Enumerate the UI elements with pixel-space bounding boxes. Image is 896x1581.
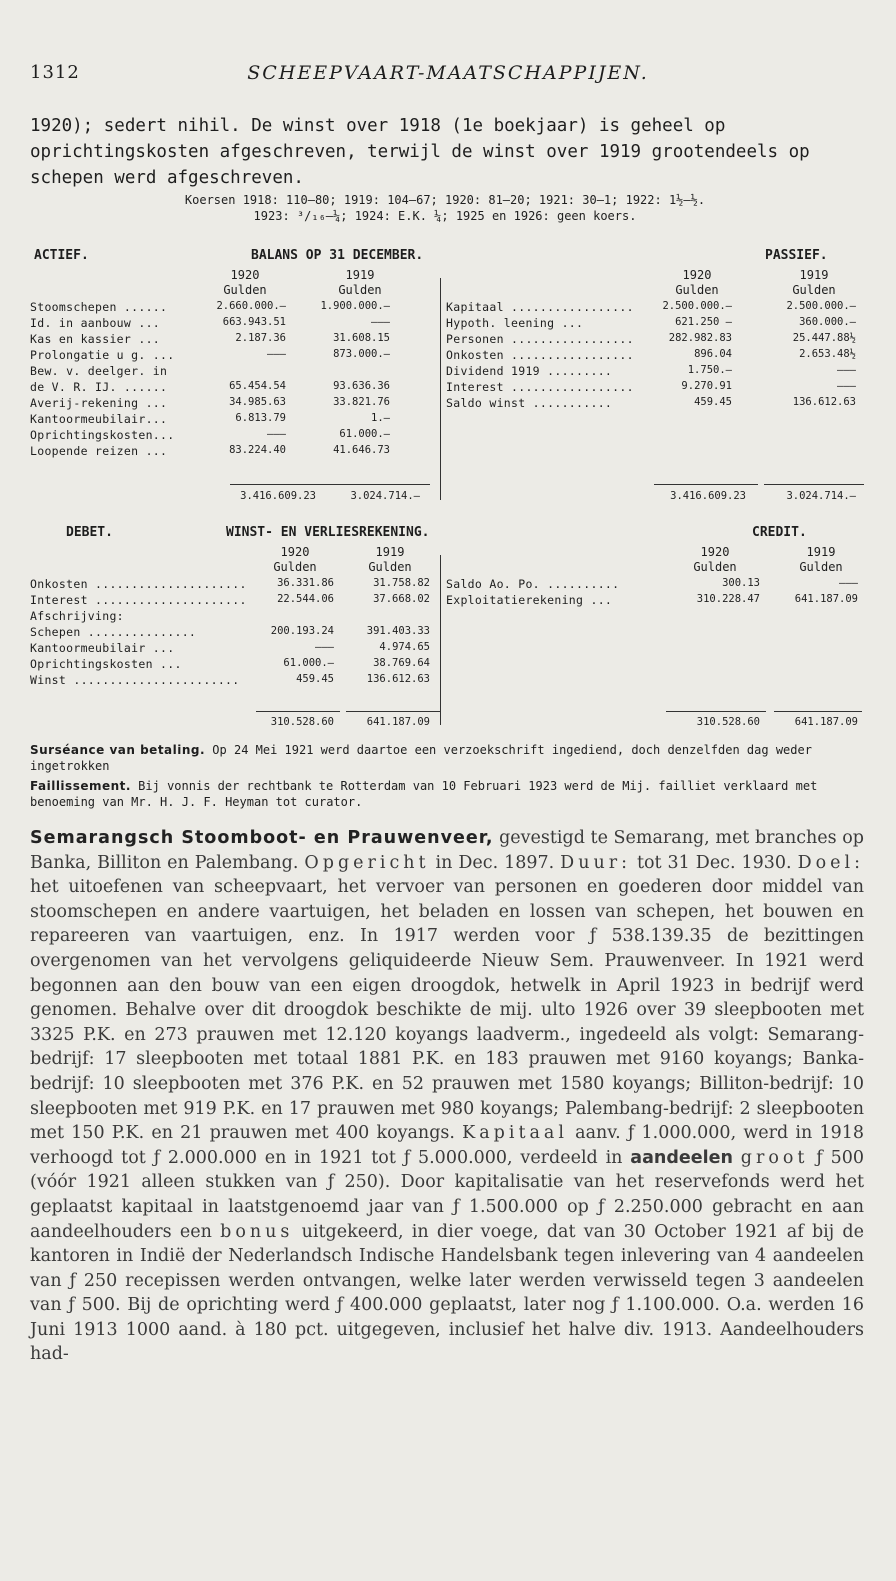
value-1920: 9.270.91 bbox=[681, 380, 732, 392]
balance-header bbox=[30, 248, 866, 268]
value-1919: 641.187.09 bbox=[794, 593, 858, 605]
opgericht-label: Opgericht bbox=[304, 852, 430, 873]
surseance-text: Op 24 Mei 1921 werd daartoe een verzoekschrift ingediend, doch denzelfden dag weder ingetrokken bbox=[30, 743, 812, 773]
value-1919: 391.403.33 bbox=[366, 625, 430, 637]
value-1920: 22.544.06 bbox=[277, 593, 334, 605]
row-label: Oprichtingskosten ... bbox=[30, 657, 182, 671]
table-row bbox=[30, 396, 438, 412]
debet-unit-1920: Gulden bbox=[273, 560, 317, 574]
credit-rule-1920 bbox=[666, 711, 766, 712]
passief-heading: PASSIEF. bbox=[765, 248, 828, 263]
profit-loss-account bbox=[30, 525, 866, 735]
surseance-title: Surséance van betaling. bbox=[30, 743, 206, 757]
row-label: Afschrijving: bbox=[30, 609, 124, 623]
passief-column bbox=[446, 268, 866, 412]
row-label: de V. R. IJ. ...... bbox=[30, 380, 168, 394]
intro-paragraph: 1920); sedert nihil. De winst over 1918 (1e boekjaar) is geheel op oprichtingskosten afgeschreven, terwijl de winst over 1919 grootendeels op schepen werd afgeschreven. bbox=[30, 116, 810, 188]
row-label: Prolongatie u g. ... bbox=[30, 348, 175, 362]
balance-divider bbox=[440, 278, 441, 500]
balance-sheet bbox=[30, 248, 866, 510]
credit-unit-1919: Gulden bbox=[799, 560, 843, 574]
faillissement-notice bbox=[30, 778, 866, 810]
koersen-block bbox=[30, 192, 860, 224]
passief-rule-1920 bbox=[654, 484, 758, 485]
value-1919: 31.608.15 bbox=[333, 332, 390, 344]
value-1920: 459.45 bbox=[296, 673, 334, 685]
table-row bbox=[446, 593, 866, 609]
faillissement-title: Faillissement. bbox=[30, 779, 131, 793]
value-1920: ——— bbox=[315, 641, 334, 653]
groot-label: groot bbox=[740, 1147, 809, 1168]
row-label: Loopende reizen ... bbox=[30, 444, 168, 458]
value-1920: 896.04 bbox=[694, 348, 732, 360]
row-label: Averij-rekening ... bbox=[30, 396, 168, 410]
value-1920: ——— bbox=[267, 348, 286, 360]
credit-colhead bbox=[446, 545, 866, 577]
value-1920: 34.985.63 bbox=[229, 396, 286, 408]
actief-heading: ACTIEF. bbox=[34, 248, 89, 263]
credit-total-1919: 641.187.09 bbox=[794, 716, 858, 728]
value-1919: ——— bbox=[371, 316, 390, 328]
kapitaal-label: Kapitaal bbox=[462, 1123, 568, 1144]
value-1920: 83.224.40 bbox=[229, 444, 286, 456]
faillissement-text: Bij vonnis der rechtbank te Rotterdam van 10 Februari 1923 werd de Mij. failliet verklaard met benoeming van Mr. H. J. F. Heyman tot curator. bbox=[30, 779, 818, 809]
value-1919: 136.612.63 bbox=[792, 396, 856, 408]
company-entry bbox=[30, 826, 864, 1367]
table-row bbox=[446, 316, 866, 332]
value-1920: 6.813.79 bbox=[235, 412, 286, 424]
table-row bbox=[30, 625, 438, 641]
table-row bbox=[446, 348, 866, 364]
row-label: Winst ....................... bbox=[30, 673, 240, 687]
debet-rule-1919 bbox=[346, 711, 440, 712]
row-label: Oprichtingskosten... bbox=[30, 428, 175, 442]
table-row bbox=[446, 332, 866, 348]
company-text-7: ƒ 500 (vóór 1921 alleen stukken van ƒ 250). Door kapitalisatie van het reservefonds werd het geplaatst kapitaal in laatstgenoemd jaar van ƒ 1.500.000 op ƒ 2.250.000 gebracht en aan aandeelhouders een bbox=[30, 1147, 864, 1242]
value-1920: 310.228.47 bbox=[696, 593, 760, 605]
row-label: Dividend 1919 ......... bbox=[446, 364, 613, 378]
row-label: Saldo Ao. Po. .......... bbox=[446, 577, 620, 591]
pl-header bbox=[30, 525, 866, 545]
actief-unit-1919: Gulden bbox=[338, 283, 382, 297]
row-label: Kas en kassier ... bbox=[30, 332, 161, 346]
row-label: Id. in aanbouw ... bbox=[30, 316, 161, 330]
pl-divider bbox=[440, 555, 441, 725]
credit-year-1919: 1919 bbox=[806, 545, 836, 559]
row-label: Interest ..................... bbox=[30, 593, 247, 607]
row-label: Schepen ............... bbox=[30, 625, 197, 639]
table-row bbox=[446, 396, 866, 412]
value-1920: 282.982.83 bbox=[668, 332, 732, 344]
debet-column bbox=[30, 545, 438, 689]
table-row bbox=[446, 380, 866, 396]
value-1919: 93.636.36 bbox=[333, 380, 390, 392]
passief-rule-1919 bbox=[764, 484, 864, 485]
debet-rule-1920 bbox=[256, 711, 340, 712]
row-label: Kapitaal ................. bbox=[446, 300, 634, 314]
row-label: Exploitatierekening ... bbox=[446, 593, 613, 607]
value-1920: 61.000.— bbox=[283, 657, 334, 669]
table-row bbox=[30, 577, 438, 593]
company-text-8: uitgekeerd, in dier voege, dat van 30 October 1921 af bij de kantoren in Indië der Nederlandsch Indische Handelsbank tegen inlevering van 4 aandeelen van ƒ 250 recepissen werden ontvangen, welke later werden verwisseld tegen 3 aandeelen van ƒ 500. Bij de oprichting werd ƒ 400.000 geplaatst, later nog ƒ 1.100.000. O.a. werden 16 Juni 1913 1000 aand. à 180 pct. uitgegeven, inclusief het halve div. 1913. Aandeelhouders had- bbox=[30, 1221, 864, 1365]
actief-rule-1920 bbox=[230, 484, 330, 485]
debet-total-1920: 310.528.60 bbox=[270, 716, 334, 728]
credit-unit-1920: Gulden bbox=[693, 560, 737, 574]
debet-colhead bbox=[30, 545, 438, 577]
credit-rows bbox=[446, 577, 866, 609]
row-label: Saldo winst ........... bbox=[446, 396, 613, 410]
passief-colhead bbox=[446, 268, 866, 300]
passief-unit-1920: Gulden bbox=[675, 283, 719, 297]
debet-year-1920: 1920 bbox=[280, 545, 310, 559]
debet-total-1919: 641.187.09 bbox=[366, 716, 430, 728]
value-1919: 360.000.— bbox=[799, 316, 856, 328]
value-1920: 200.193.24 bbox=[270, 625, 334, 637]
aandeelen-label: aandeelen bbox=[630, 1147, 733, 1168]
debet-rows bbox=[30, 577, 438, 689]
value-1920: 36.331.86 bbox=[277, 577, 334, 589]
value-1920: 2.187.36 bbox=[235, 332, 286, 344]
value-1920: 2.660.000.— bbox=[216, 300, 286, 312]
value-1919: 4.974.65 bbox=[379, 641, 430, 653]
value-1919: 61.000.— bbox=[339, 428, 390, 440]
table-row bbox=[30, 348, 438, 364]
value-1919: 31.758.82 bbox=[373, 577, 430, 589]
company-text-5: aanv. ƒ 1.000.000, werd in 1918 verhoogd tot ƒ 2.000.000 en in 1921 tot ƒ 5.000.000, verdeeld in bbox=[30, 1123, 864, 1168]
value-1919: 1.900.000.— bbox=[320, 300, 390, 312]
row-label: Onkosten ................. bbox=[446, 348, 634, 362]
passief-unit-1919: Gulden bbox=[792, 283, 836, 297]
row-label: Interest ................. bbox=[446, 380, 634, 394]
table-row bbox=[30, 593, 438, 609]
value-1919: 873.000.— bbox=[333, 348, 390, 360]
actief-colhead bbox=[30, 268, 438, 300]
value-1919: ——— bbox=[839, 577, 858, 589]
actief-year-1920: 1920 bbox=[230, 268, 260, 282]
debet-unit-1919: Gulden bbox=[368, 560, 412, 574]
debet-year-1919: 1919 bbox=[375, 545, 405, 559]
value-1919: 2.653.48½ bbox=[799, 348, 856, 360]
company-text-3: tot 31 Dec. 1930. bbox=[631, 852, 798, 873]
value-1919: 38.769.64 bbox=[373, 657, 430, 669]
row-label: Personen ................. bbox=[446, 332, 634, 346]
value-1919: 41.646.73 bbox=[333, 444, 390, 456]
page-number: 1312 bbox=[30, 62, 80, 83]
company-text-4: het uitoefenen van scheepvaart, het vervoer van personen en goederen door middel van stoomschepen en andere vaartuigen, het beladen en lossen van schepen, het bouwen en repareeren van vaartuigen, enz. In 1917 werden voor ƒ 538.139.35 de bezittingen overgenomen van het vervolgens geliquideerde Nieuw Sem. Prauwenveer. In 1921 werd begonnen aan den bouw van een eigen droogdok, hetwelk in April 1923 in bedrijf werd genomen. Behalve over dit droogdok beschikte de mij. ulto 1926 over 39 sleepbooten met 3325 P.K. en 273 prauwen met 12.120 koyangs laadverm., ingedeeld als volgt: Semarang-bedrijf: 17 sleepbooten met totaal 1881 P.K. en 183 prauwen met 9160 koyangs; Banka-bedrijf: 10 sleepbooten met 376 P.K. en 52 prauwen met 1580 koyangs; Billiton-bedrijf: 10 sleepbooten met 919 P.K. en 17 prauwen met 980 koyangs; Palembang-bedrijf: 2 sleepbooten met 150 P.K. en 21 prauwen met 400 koyangs. bbox=[30, 877, 864, 1144]
running-title: SCHEEPVAART-MAATSCHAPPIJEN. bbox=[247, 62, 649, 84]
koersen-line-1: Koersen 1918: 110—80; 1919: 104—67; 1920: 81—20; 1921: 30—1; 1922: 1½—½. bbox=[184, 193, 706, 207]
value-1919: 33.821.76 bbox=[333, 396, 390, 408]
credit-total-1920: 310.528.60 bbox=[696, 716, 760, 728]
value-1919: ——— bbox=[837, 380, 856, 392]
page-header bbox=[30, 62, 866, 92]
company-text-6 bbox=[733, 1148, 741, 1168]
row-label: Onkosten ..................... bbox=[30, 577, 247, 591]
koersen-line-2: 1923: ³/₁₆—¼; 1924: E.K. ¼; 1925 en 1926: geen koers. bbox=[253, 209, 637, 223]
company-name: Semarangsch Stoomboot- en Prauwenveer, bbox=[30, 828, 494, 848]
table-row bbox=[30, 444, 438, 460]
bonus-label: bonus bbox=[220, 1221, 294, 1242]
company-text-1: gevestigd te Semarang, met branches op Banka, Billiton en Palembang. bbox=[30, 828, 864, 873]
value-1920: 2.500.000.— bbox=[662, 300, 732, 312]
table-row bbox=[30, 412, 438, 428]
table-row bbox=[30, 380, 438, 396]
value-1919: ——— bbox=[837, 364, 856, 376]
credit-column bbox=[446, 545, 866, 609]
table-row bbox=[446, 364, 866, 380]
actief-year-1919: 1919 bbox=[345, 268, 375, 282]
passief-total-1919: 3.024.714.— bbox=[786, 490, 856, 502]
passief-rows bbox=[446, 300, 866, 412]
table-row bbox=[446, 300, 866, 316]
surseance-notice bbox=[30, 742, 866, 774]
table-row bbox=[30, 673, 438, 689]
actief-rule-1919 bbox=[330, 484, 430, 485]
passief-total-1920: 3.416.609.23 bbox=[670, 490, 746, 502]
row-label: Kantoormeubilair ... bbox=[30, 641, 175, 655]
table-row bbox=[30, 300, 438, 316]
row-label: Bew. v. deelger. in bbox=[30, 364, 168, 378]
credit-heading: CREDIT. bbox=[752, 525, 807, 540]
actief-unit-1920: Gulden bbox=[223, 283, 267, 297]
value-1919: 2.500.000.— bbox=[786, 300, 856, 312]
actief-rows bbox=[30, 300, 438, 460]
value-1920: 1.750.— bbox=[687, 364, 732, 376]
value-1919: 25.447.88½ bbox=[792, 332, 856, 344]
table-row bbox=[30, 609, 438, 625]
table-row bbox=[30, 428, 438, 444]
value-1919: 1.— bbox=[371, 412, 390, 424]
actief-column bbox=[30, 268, 438, 460]
table-row bbox=[30, 316, 438, 332]
pl-title: WINST- EN VERLIESREKENING. bbox=[226, 525, 430, 540]
value-1920: 459.45 bbox=[694, 396, 732, 408]
debet-heading: DEBET. bbox=[66, 525, 113, 540]
value-1919: 37.668.02 bbox=[373, 593, 430, 605]
table-row bbox=[30, 332, 438, 348]
value-1920: ——— bbox=[267, 428, 286, 440]
actief-total-1920: 3.416.609.23 bbox=[240, 490, 316, 502]
row-label: Kantoormeubilair... bbox=[30, 412, 168, 426]
table-row bbox=[30, 657, 438, 673]
credit-rule-1919 bbox=[774, 711, 862, 712]
passief-year-1920: 1920 bbox=[682, 268, 712, 282]
table-row bbox=[30, 364, 438, 380]
value-1920: 300.13 bbox=[722, 577, 760, 589]
row-label: Stoomschepen ...... bbox=[30, 300, 168, 314]
value-1920: 621.250 — bbox=[675, 316, 732, 328]
duur-label: Duur: bbox=[560, 852, 632, 873]
doel-label: Doel: bbox=[797, 852, 864, 873]
actief-total-1919: 3.024.714.— bbox=[350, 490, 420, 502]
value-1920: 65.454.54 bbox=[229, 380, 286, 392]
row-label: Hypoth. leening ... bbox=[446, 316, 584, 330]
table-row bbox=[446, 577, 866, 593]
balance-title: BALANS OP 31 DECEMBER. bbox=[251, 248, 424, 263]
value-1919: 136.612.63 bbox=[366, 673, 430, 685]
value-1920: 663.943.51 bbox=[222, 316, 286, 328]
table-row bbox=[30, 641, 438, 657]
passief-year-1919: 1919 bbox=[799, 268, 829, 282]
company-text-2: in Dec. 1897. bbox=[429, 852, 561, 873]
credit-year-1920: 1920 bbox=[700, 545, 730, 559]
